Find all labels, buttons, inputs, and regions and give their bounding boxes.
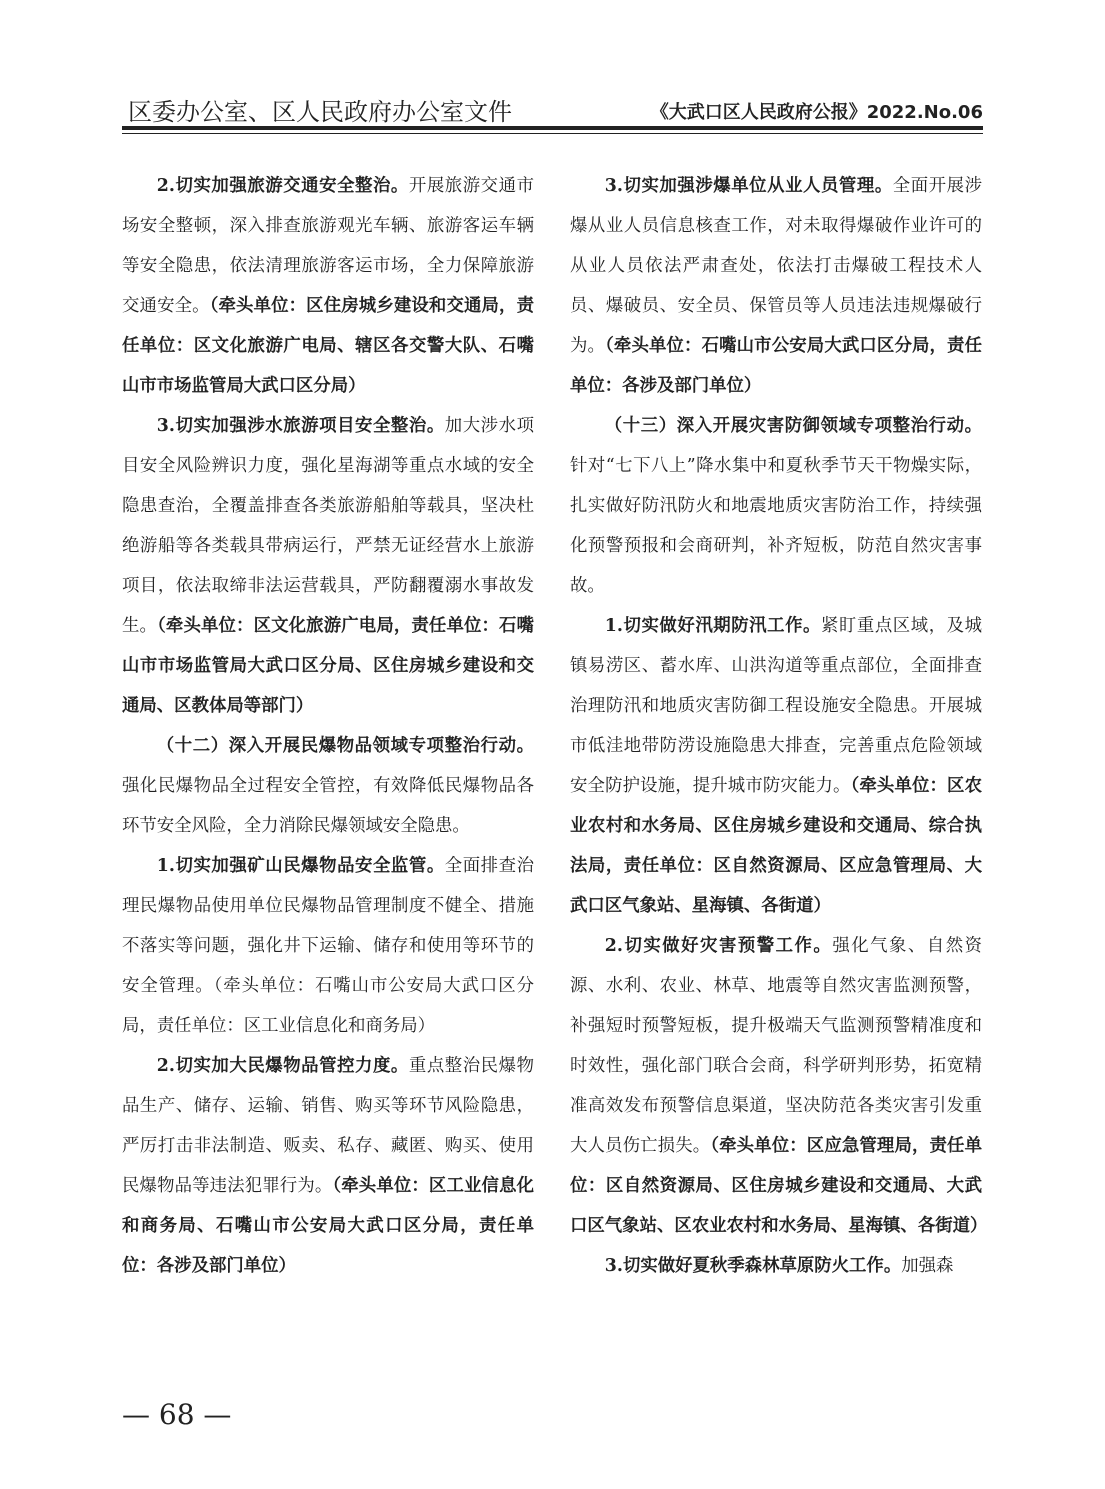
header-department-title: 区委办公室、区人民政府办公室文件 (128, 98, 512, 126)
paragraph (122, 406, 534, 726)
paragraph-title: 2.切实加强旅游交通安全整治。 (156, 176, 409, 196)
paragraph-units: （牵头单位：区文化旅游广电局，责任单位：石嘴山市市场监管局大武口区分局、区住房城乡建设和交通局、区教体局等部门） (122, 616, 534, 716)
paragraph-body: 加大涉水项目安全风险辨识力度，强化星海湖等重点水域的安全隐患查治，全覆盖排查各类旅游船舶等载具，坚决杜绝游船等各类载具带病运行，严禁无证经营水上旅游项目，依法取缔非法运营载具，严防翻覆溺水事故发生。 (122, 416, 534, 636)
paragraph (570, 926, 988, 1246)
paragraph-title: 2.切实做好灾害预警工作。 (604, 936, 833, 956)
page-number: — 68 — (122, 1398, 232, 1431)
paragraph-body: 强化气象、自然资源、水利、农业、林草、地震等自然灾害监测预警，补强短时预警短板，提升极端天气监测预警精准度和时效性，强化部门联合会商，科学研判形势，拓宽精准高效发布预警信息渠道，坚决防范各类灾害引发重大人员伤亡损失。 (570, 936, 982, 1156)
paragraph-body: 重点整治民爆物品生产、储存、运输、销售、购买等环节风险隐患，严厉打击非法制造、贩卖、私存、藏匿、购买、使用民爆物品等违法犯罪行为。 (122, 1056, 534, 1196)
left-column (122, 166, 534, 1286)
paragraph-title: （十三）深入开展灾害防御领域专项整治行动。 (604, 416, 982, 436)
paragraph-title: 3.切实做好夏秋季森林草原防火工作。 (604, 1256, 902, 1276)
paragraph-body: 加强森 (901, 1256, 954, 1276)
paragraph-title: 1.切实加强矿山民爆物品安全监管。 (156, 856, 445, 876)
paragraph-title: （十二）深入开展民爆物品领域专项整治行动。 (156, 736, 534, 756)
paragraph (122, 1046, 534, 1286)
paragraph (122, 726, 534, 846)
paragraph-units: （牵头单位：石嘴山市公安局大武口区分局，责任单位：各涉及部门单位） (570, 336, 982, 396)
paragraph (122, 166, 534, 406)
paragraph-body: 强化民爆物品全过程安全管控，有效降低民爆物品各环节安全风险，全力消除民爆领域安全隐患。 (122, 776, 534, 836)
paragraph-units: （牵头单位：区工业信息化和商务局、石嘴山市公安局大武口区分局，责任单位：各涉及部门单位） (122, 1176, 534, 1276)
paragraph (570, 166, 982, 406)
paragraph-title: 1.切实做好汛期防汛工作。 (604, 616, 821, 636)
paragraph-units: （牵头单位：区农业农村和水务局、区住房城乡建设和交通局、综合执法局，责任单位：区自然资源局、区应急管理局、大武口区气象站、星海镇、各街道） (570, 776, 982, 916)
paragraph-title: 3.切实加强涉水旅游项目安全整治。 (156, 416, 445, 436)
paragraph-title: 3.切实加强涉爆单位从业人员管理。 (604, 176, 893, 196)
header-rule-thick (122, 126, 983, 130)
paragraph-units: （牵头单位：区住房城乡建设和交通局，责任单位：区文化旅游广电局、辖区各交警大队、石嘴山市市场监管局大武口区分局） (122, 296, 534, 396)
paragraph-title: 2.切实加大民爆物品管控力度。 (156, 1056, 409, 1076)
paragraph-units: （牵头单位：区应急管理局，责任单位：区自然资源局、区住房城乡建设和交通局、大武口区气象站、区农业农村和水务局、星海镇、各街道） (570, 1136, 988, 1236)
paragraph (570, 606, 982, 926)
paragraph-body: 开展旅游交通市场安全整顿，深入排查旅游观光车辆、旅游客运车辆等安全隐患，依法清理旅游客运市场，全力保障旅游交通安全。 (122, 176, 534, 316)
paragraph (570, 1246, 982, 1286)
paragraph-body: 全面开展涉爆从业人员信息核查工作，对未取得爆破作业许可的从业人员依法严肃查处，依法打击爆破工程技术人员、爆破员、安全员、保管员等人员违法违规爆破行为。 (570, 176, 982, 356)
paragraph-body: 紧盯重点区域，及城镇易涝区、蓄水库、山洪沟道等重点部位，全面排查治理防汛和地质灾害防御工程设施安全隐患。开展城市低洼地带防涝设施隐患大排查，完善重点危险领域安全防护设施，提升城市防灾能力。 (570, 616, 982, 796)
paragraph (122, 846, 534, 1046)
header-gazette-issue: 《大武口区人民政府公报》2022.No.06 (650, 102, 983, 123)
header-rule-thin (122, 133, 983, 134)
paragraph-body: 针对“七下八上”降水集中和夏秋季节天干物燥实际，扎实做好防汛防火和地震地质灾害防治工作，持续强化预警预报和会商研判，补齐短板，防范自然灾害事故。 (570, 456, 982, 596)
paragraph (570, 406, 982, 606)
paragraph-body: 全面排查治理民爆物品使用单位民爆物品管理制度不健全、措施不落实等问题，强化井下运输、储存和使用等环节的安全管理。（牵头单位：石嘴山市公安局大武口区分局，责任单位：区工业信息化和商务局） (122, 856, 534, 1036)
right-column (570, 166, 988, 1286)
